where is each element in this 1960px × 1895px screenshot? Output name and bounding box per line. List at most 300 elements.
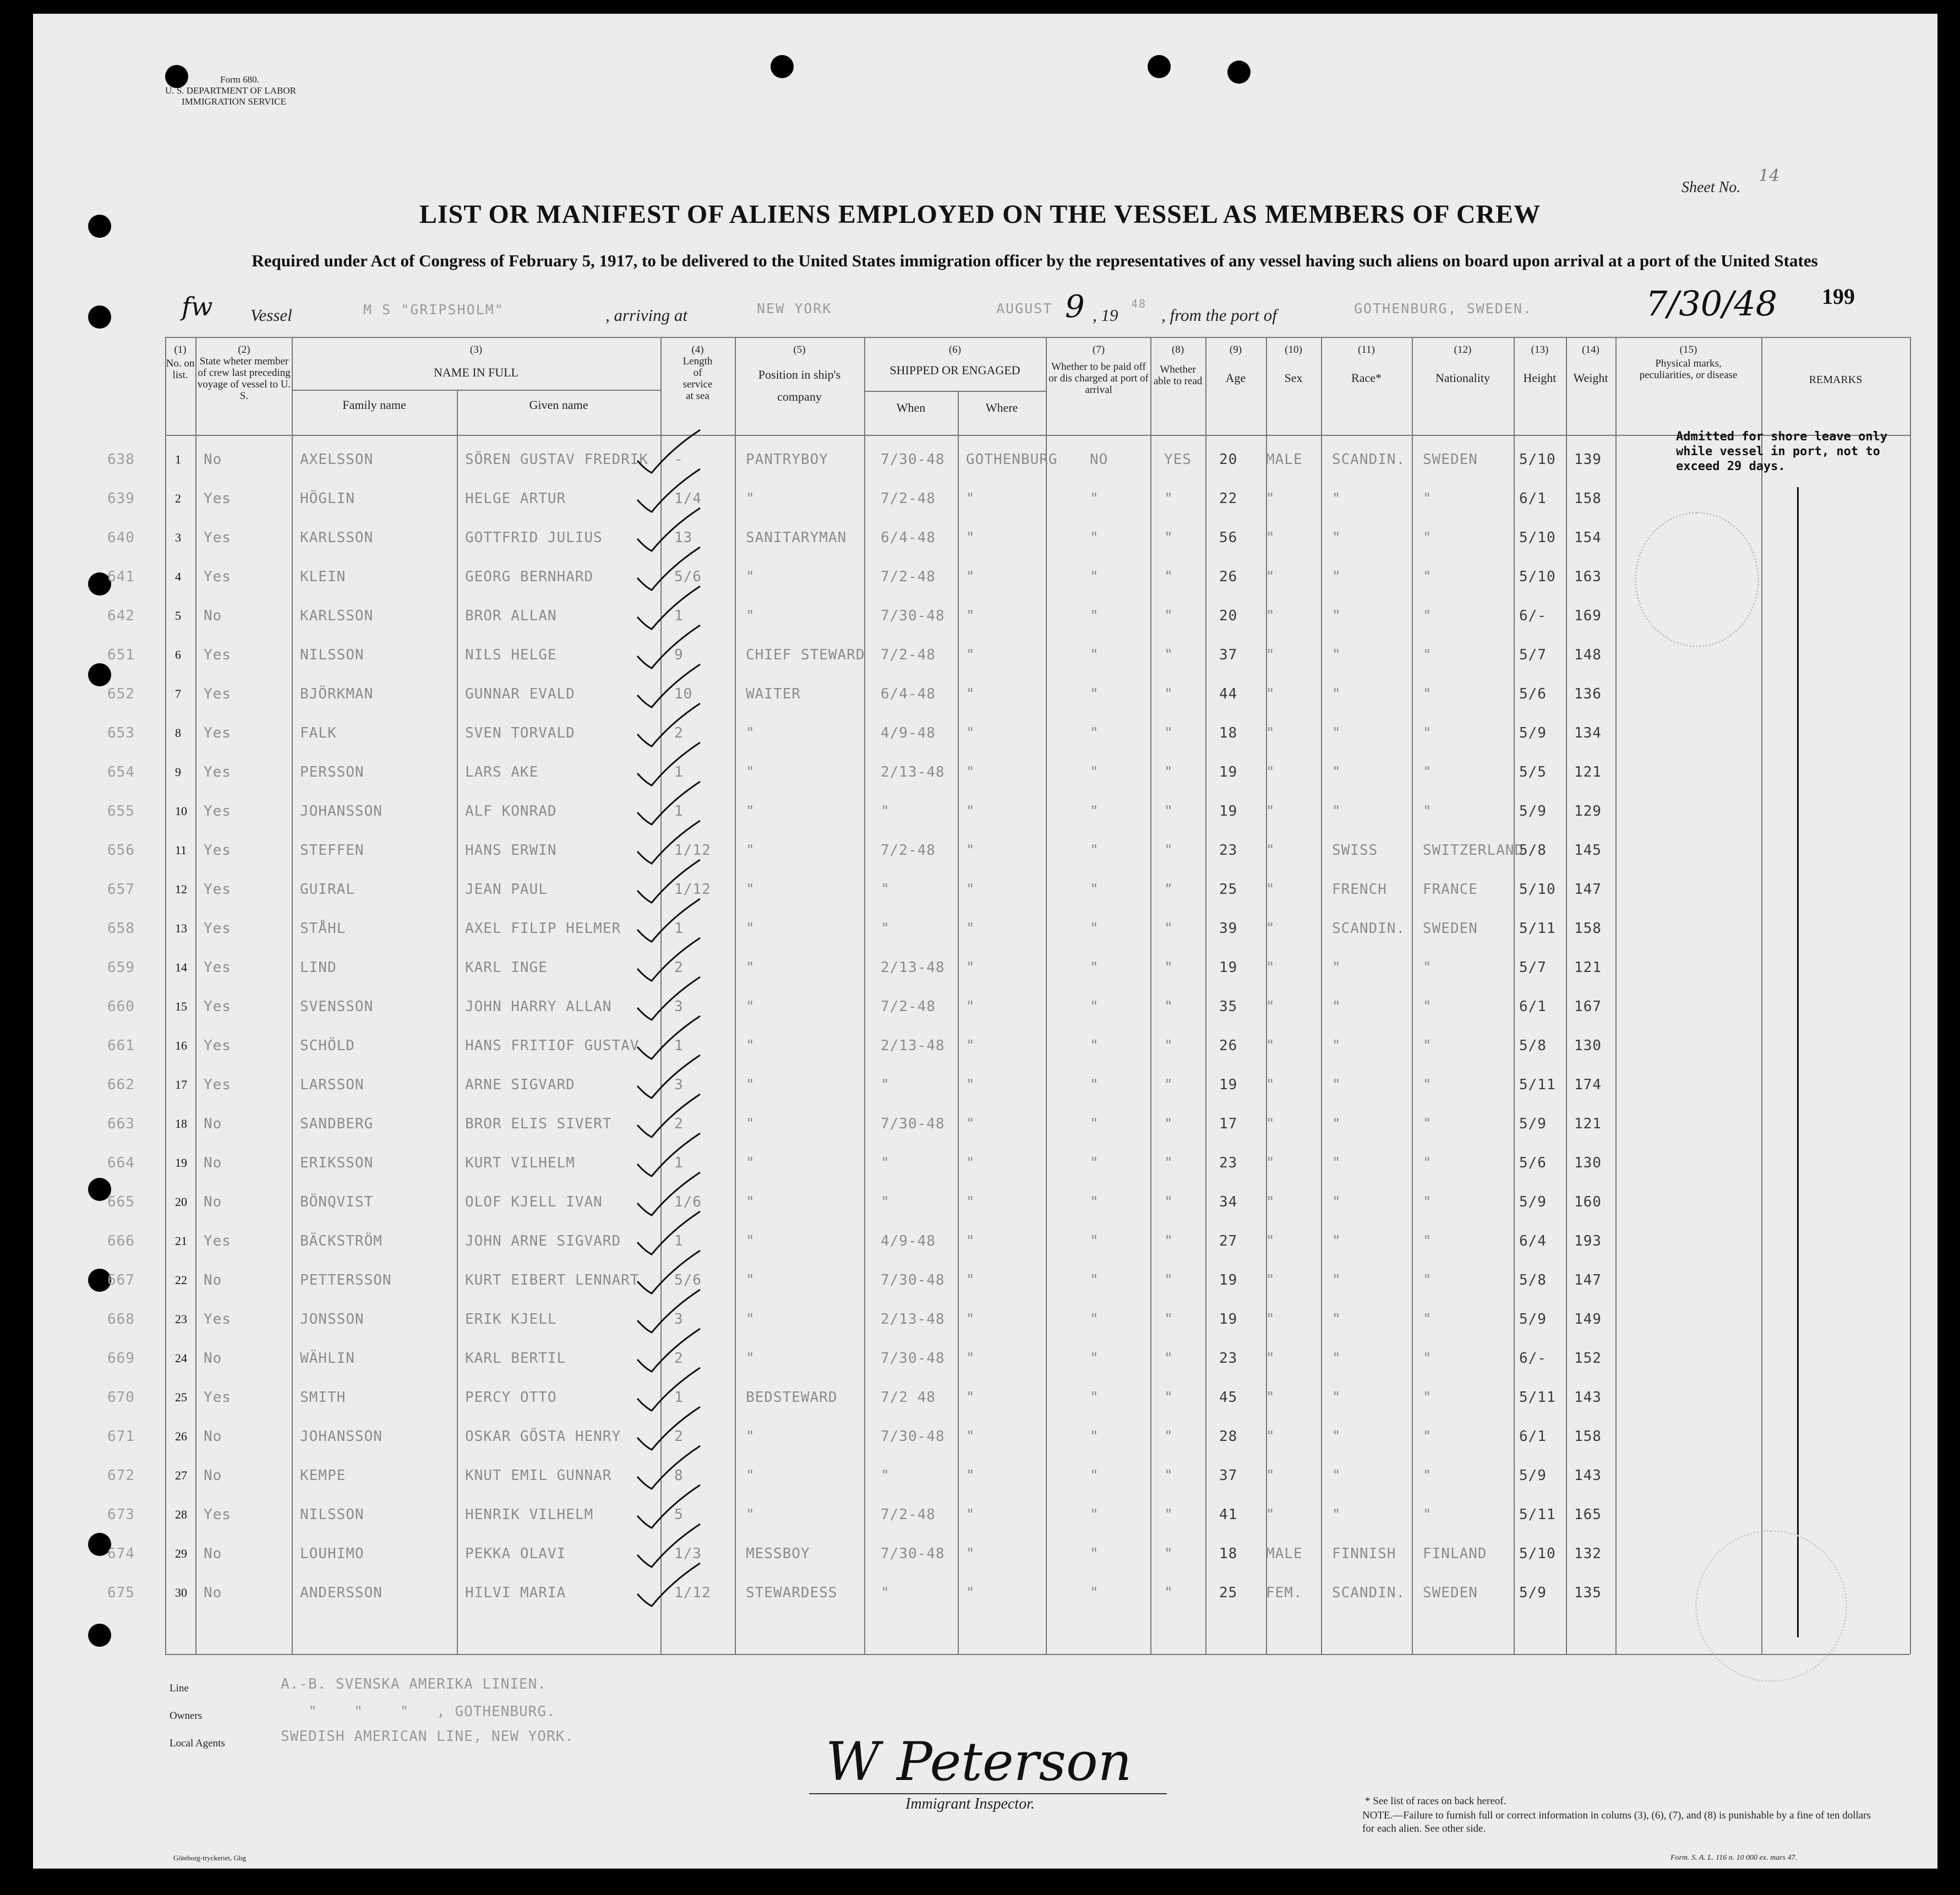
cell-position: " <box>746 1428 755 1445</box>
cell-where: " <box>966 1233 975 1249</box>
cell-height: 6/1 <box>1519 490 1547 507</box>
cell-sex: MALE <box>1266 451 1303 468</box>
cell-given: BROR ELIS SIVERT <box>465 1116 612 1132</box>
cell-position: " <box>746 1311 755 1328</box>
handwritten-date: 7/30/48 <box>1646 283 1778 324</box>
cell-prev: Yes <box>204 686 231 702</box>
cell-nationality: " <box>1423 686 1432 702</box>
cell-height: 6/- <box>1519 608 1547 624</box>
owners-value: " " " , GOTHENBURG. <box>308 1703 556 1720</box>
cell-height: 5/6 <box>1519 686 1547 702</box>
col-rule <box>1150 337 1151 1654</box>
cell-nationality: " <box>1423 1389 1432 1406</box>
cell-margin: 654 <box>107 764 135 780</box>
header-bottom-rule <box>165 435 1910 436</box>
cell-no: 20 <box>175 1195 187 1209</box>
cell-when: " <box>881 881 890 898</box>
remarks-text: Admitted for shore leave only while vessel in port, not to exceed 29 days. <box>1676 430 1888 473</box>
cell-read: " <box>1164 490 1173 507</box>
cell-sex: " <box>1266 686 1275 702</box>
cell-paid: " <box>1090 1467 1099 1484</box>
cell-sex: " <box>1266 490 1275 507</box>
cell-margin: 657 <box>107 881 135 898</box>
vessel-label: Vessel <box>250 305 292 325</box>
cell-position: BEDSTEWARD <box>746 1389 838 1406</box>
cell-service: 2 <box>674 725 684 741</box>
cell-read: " <box>1164 608 1173 624</box>
cell-position: " <box>746 1155 755 1171</box>
cell-service: 1/12 <box>674 881 711 898</box>
cell-given: HILVI MARIA <box>465 1585 566 1601</box>
cell-read: " <box>1164 529 1173 546</box>
cell-weight: 145 <box>1574 842 1602 859</box>
cell-where: " <box>966 881 975 898</box>
cell-margin: 659 <box>107 959 135 976</box>
cell-when: 7/30-48 <box>881 451 945 468</box>
cell-prev: No <box>204 1116 222 1132</box>
cell-no: 2 <box>175 492 181 505</box>
cell-paid: " <box>1090 803 1099 820</box>
name-header-rule <box>292 390 660 391</box>
cell-paid: " <box>1090 1077 1099 1093</box>
cell-age: 28 <box>1219 1428 1238 1445</box>
cell-service: 1/4 <box>674 490 702 507</box>
cell-margin: 640 <box>107 529 135 546</box>
cell-age: 22 <box>1219 490 1238 507</box>
cell-nationality: " <box>1423 1311 1432 1328</box>
col-rule <box>958 391 959 1654</box>
cell-service: 3 <box>674 1311 684 1328</box>
arrival-port: NEW YORK <box>757 301 832 316</box>
cell-where: " <box>966 608 975 624</box>
cell-height: 5/11 <box>1519 1389 1556 1406</box>
cell-race: " <box>1332 1194 1341 1210</box>
cell-prev: No <box>204 1585 222 1601</box>
cell-weight: 121 <box>1574 764 1602 780</box>
cell-read: " <box>1164 1233 1173 1249</box>
cell-weight: 165 <box>1574 1506 1602 1523</box>
vessel-name: M S "GRIPSHOLM" <box>363 302 504 318</box>
cell-race: FRENCH <box>1332 881 1387 898</box>
cell-height: 5/8 <box>1519 1272 1547 1288</box>
cell-margin: 656 <box>107 842 135 859</box>
cell-nationality: " <box>1423 569 1432 585</box>
cell-height: 5/10 <box>1519 569 1556 585</box>
col-rule <box>1615 337 1617 1654</box>
cell-sex: " <box>1266 1116 1275 1132</box>
cell-prev: Yes <box>204 881 231 898</box>
cell-margin: 641 <box>107 569 135 585</box>
cell-prev: Yes <box>204 920 231 937</box>
cell-margin: 639 <box>107 490 135 507</box>
cell-sex: " <box>1266 725 1275 741</box>
punch-hole <box>771 55 794 78</box>
cell-service: 3 <box>674 998 684 1015</box>
cell-height: 5/10 <box>1519 529 1556 546</box>
cell-nationality: " <box>1423 1116 1432 1132</box>
cell-race: " <box>1332 1037 1341 1054</box>
cell-nationality: " <box>1423 529 1432 546</box>
cell-margin: 671 <box>107 1428 135 1445</box>
cell-sex: " <box>1266 1194 1275 1210</box>
cell-read: " <box>1164 842 1173 859</box>
cell-margin: 653 <box>107 725 135 741</box>
cell-sex: " <box>1266 803 1275 820</box>
cell-where: " <box>966 1546 975 1562</box>
cell-given: JEAN PAUL <box>465 881 548 898</box>
cell-position: " <box>746 764 755 780</box>
col-rule <box>735 337 736 1654</box>
agents-label: Local Agents <box>170 1738 225 1749</box>
cell-service: 1/12 <box>674 842 711 859</box>
cell-given: JOHN ARNE SIGVARD <box>465 1233 621 1249</box>
cell-family: KARLSSON <box>300 529 374 546</box>
cell-service: 1 <box>674 608 684 624</box>
punch-hole <box>1148 55 1171 78</box>
cell-weight: 149 <box>1574 1311 1602 1328</box>
cell-paid: " <box>1090 1116 1099 1132</box>
cell-given: HELGE ARTUR <box>465 490 566 507</box>
cell-prev: Yes <box>204 764 231 780</box>
cell-family: LOUHIMO <box>300 1546 364 1562</box>
cell-no: 3 <box>175 531 181 544</box>
cell-nationality: " <box>1423 1233 1432 1249</box>
cell-where: " <box>966 1194 975 1210</box>
cell-no: 17 <box>175 1078 187 1091</box>
cell-service: 2 <box>674 1428 684 1445</box>
cell-position: STEWARDESS <box>746 1585 838 1601</box>
cell-service: 1 <box>674 1155 684 1171</box>
cell-family: HÖGLIN <box>300 490 355 507</box>
arriving-label: , arriving at <box>605 305 687 325</box>
cell-sex: " <box>1266 608 1275 624</box>
cell-service: 8 <box>674 1467 684 1484</box>
cell-read: " <box>1164 881 1173 898</box>
cell-age: 56 <box>1219 529 1238 546</box>
col-rule <box>1321 337 1322 1654</box>
cell-paid: " <box>1090 1155 1099 1171</box>
cell-family: BÖNQVIST <box>300 1194 374 1210</box>
cell-weight: 121 <box>1574 1116 1602 1132</box>
cell-nationality: SWEDEN <box>1423 920 1478 937</box>
cell-sex: " <box>1266 842 1275 859</box>
cell-paid: NO <box>1090 451 1109 468</box>
cell-where: " <box>966 490 975 507</box>
cell-age: 19 <box>1219 764 1238 780</box>
cell-sex: " <box>1266 1506 1275 1523</box>
cell-family: FALK <box>300 725 337 741</box>
cell-service: 5 <box>674 1506 684 1523</box>
cell-service: 1 <box>674 920 684 937</box>
cell-position: " <box>746 1467 755 1484</box>
cell-where: " <box>966 529 975 546</box>
cell-margin: 666 <box>107 1233 135 1249</box>
cell-given: ALF KONRAD <box>465 803 557 820</box>
cell-weight: 193 <box>1574 1233 1602 1249</box>
cell-age: 35 <box>1219 998 1238 1015</box>
cell-paid: " <box>1090 686 1099 702</box>
cell-race: SWISS <box>1332 842 1378 859</box>
cell-weight: 154 <box>1574 529 1602 546</box>
cell-age: 27 <box>1219 1233 1238 1249</box>
cell-nationality: " <box>1423 1077 1432 1093</box>
col-rule <box>457 391 458 1654</box>
cell-nationality: " <box>1423 1506 1432 1523</box>
cell-position: " <box>746 959 755 976</box>
cell-weight: 143 <box>1574 1389 1602 1406</box>
form-code: Form. S. A. L. 116 n. 10 000 ex. mars 47. <box>1670 1854 1798 1862</box>
cell-position: " <box>746 725 755 741</box>
departure-port: GOTHENBURG, SWEDEN. <box>1354 301 1532 316</box>
cell-race: " <box>1332 1272 1341 1288</box>
cell-when: 7/2-48 <box>881 647 936 663</box>
cell-family: GUIRAL <box>300 881 355 898</box>
col-header-service: (4) Length of service at sea <box>683 344 713 402</box>
cell-when: 2/13-48 <box>881 959 945 976</box>
cell-sex: " <box>1266 1389 1275 1406</box>
cell-paid: " <box>1090 842 1099 859</box>
cell-service: 13 <box>674 529 693 546</box>
cell-when: 2/13-48 <box>881 1311 945 1328</box>
cell-given: KURT VILHELM <box>465 1155 575 1171</box>
cell-family: NILSSON <box>300 647 364 663</box>
cell-paid: " <box>1090 1585 1099 1601</box>
cell-race: " <box>1332 998 1341 1015</box>
col-header-when: When <box>896 401 926 414</box>
cell-prev: No <box>204 1155 222 1171</box>
stamp-seal <box>1695 1530 1847 1682</box>
punch-hole <box>165 65 188 88</box>
cell-nationality: " <box>1423 1428 1432 1445</box>
cell-height: 5/7 <box>1519 647 1547 663</box>
form-number: Form 680. <box>220 74 259 85</box>
cell-paid: " <box>1090 920 1099 937</box>
cell-height: 5/11 <box>1519 920 1556 937</box>
cell-given: GOTTFRID JULIUS <box>465 529 603 546</box>
cell-when: " <box>881 1077 890 1093</box>
cell-family: SCHÖLD <box>300 1037 355 1054</box>
cell-prev: Yes <box>204 803 231 820</box>
cell-prev: Yes <box>204 490 231 507</box>
cell-when: " <box>881 920 890 937</box>
cell-height: 5/10 <box>1519 1546 1556 1562</box>
cell-paid: " <box>1090 881 1099 898</box>
cell-nationality: " <box>1423 490 1432 507</box>
cell-prev: No <box>204 1350 222 1367</box>
cell-weight: 158 <box>1574 1428 1602 1445</box>
cell-no: 29 <box>175 1547 187 1560</box>
cell-nationality: " <box>1423 725 1432 741</box>
cell-nationality: FRANCE <box>1423 881 1478 898</box>
cell-race: " <box>1332 569 1341 585</box>
cell-no: 11 <box>175 843 187 857</box>
cell-nationality: " <box>1423 647 1432 663</box>
cell-read: " <box>1164 1311 1173 1328</box>
cell-margin: 675 <box>107 1585 135 1601</box>
stamp-seal <box>1635 512 1759 647</box>
col-rule <box>1412 337 1413 1654</box>
cell-given: OLOF KJELL IVAN <box>465 1194 603 1210</box>
cell-when: 7/2-48 <box>881 569 936 585</box>
cell-race: SCANDIN. <box>1332 1585 1406 1601</box>
cell-prev: Yes <box>204 1037 231 1054</box>
cell-nationality: SWEDEN <box>1423 1585 1478 1601</box>
cell-age: 25 <box>1219 1585 1238 1601</box>
cell-read: " <box>1164 920 1173 937</box>
cell-given: JOHN HARRY ALLAN <box>465 998 612 1015</box>
cell-height: 6/4 <box>1519 1233 1547 1249</box>
cell-given: SÖREN GUSTAV FREDRIK <box>465 451 649 468</box>
cell-when: 7/30-48 <box>881 1272 945 1288</box>
cell-sex: " <box>1266 1272 1275 1288</box>
cell-weight: 139 <box>1574 451 1602 468</box>
cell-weight: 121 <box>1574 959 1602 976</box>
table-bottom-rule <box>165 1654 1910 1655</box>
cell-paid: " <box>1090 1428 1099 1445</box>
cell-weight: 130 <box>1574 1037 1602 1054</box>
cell-position: " <box>746 803 755 820</box>
cell-weight: 147 <box>1574 881 1602 898</box>
cell-position: " <box>746 920 755 937</box>
cell-prev: No <box>204 1546 222 1562</box>
cell-paid: " <box>1090 1389 1099 1406</box>
cell-weight: 160 <box>1574 1194 1602 1210</box>
cell-read: " <box>1164 1467 1173 1484</box>
cell-paid: " <box>1090 1194 1099 1210</box>
cell-read: " <box>1164 1350 1173 1367</box>
cell-when: 6/4-48 <box>881 686 936 702</box>
cell-height: 5/9 <box>1519 1585 1547 1601</box>
cell-no: 27 <box>175 1468 187 1482</box>
printer-mark: Göteborg-tryckeriet, Gbg <box>173 1854 246 1862</box>
cell-weight: 135 <box>1574 1585 1602 1601</box>
cell-margin: 667 <box>107 1272 135 1288</box>
cell-paid: " <box>1090 1350 1099 1367</box>
cell-read: " <box>1164 1506 1173 1523</box>
cell-height: 5/10 <box>1519 451 1556 468</box>
cell-race: " <box>1332 1506 1341 1523</box>
document-title: LIST OR MANIFEST OF ALIENS EMPLOYED ON THE VESSEL AS MEMBERS OF CREW <box>419 200 1541 229</box>
cell-height: 5/11 <box>1519 1077 1556 1093</box>
line-label: Line <box>170 1683 189 1694</box>
cell-sex: " <box>1266 1467 1275 1484</box>
table-top-rule <box>165 337 1910 338</box>
cell-nationality: " <box>1423 1272 1432 1288</box>
cell-prev: Yes <box>204 1389 231 1406</box>
remarks-bracket <box>1797 487 1799 1637</box>
cell-age: 17 <box>1219 1116 1238 1132</box>
cell-age: 45 <box>1219 1389 1238 1406</box>
cell-service: 1 <box>674 1233 684 1249</box>
cell-no: 8 <box>175 726 181 740</box>
cell-given: HENRIK VILHELM <box>465 1506 594 1523</box>
cell-prev: No <box>204 608 222 624</box>
col-header-num: (1) No. on list. <box>166 344 195 381</box>
shipped-header-rule <box>864 391 1046 392</box>
cell-margin: 674 <box>107 1546 135 1562</box>
cell-when: 7/30-48 <box>881 1116 945 1132</box>
cell-where: GOTHENBURG <box>966 451 1058 468</box>
cell-nationality: " <box>1423 1194 1432 1210</box>
cell-given: LARS AKE <box>465 764 539 780</box>
cell-no: 7 <box>175 687 181 701</box>
cell-paid: " <box>1090 647 1099 663</box>
cell-service: 2 <box>674 1116 684 1132</box>
cell-position: SANITARYMAN <box>746 529 847 546</box>
col-header-given-name: Given name <box>529 398 588 412</box>
cell-prev: Yes <box>204 1077 231 1093</box>
cell-service: 2 <box>674 959 684 976</box>
col-header-height: (13) Height <box>1523 344 1557 385</box>
col-header-where: Where <box>985 401 1018 414</box>
cell-when: " <box>881 1194 890 1210</box>
year-prefix: , 19 <box>1093 305 1118 325</box>
cell-where: " <box>966 1311 975 1328</box>
cell-weight: 163 <box>1574 569 1602 585</box>
cell-sex: " <box>1266 764 1275 780</box>
cell-height: 5/9 <box>1519 1116 1547 1132</box>
punch-hole <box>88 1624 111 1647</box>
cell-sex: MALE <box>1266 1546 1303 1562</box>
check-mark-icon <box>633 1560 705 1609</box>
cell-age: 41 <box>1219 1506 1238 1523</box>
cell-margin: 652 <box>107 686 135 702</box>
inspector-signature: W Peterson <box>826 1731 1132 1793</box>
cell-no: 6 <box>175 648 181 662</box>
cell-family: LIND <box>300 959 337 976</box>
cell-margin: 655 <box>107 803 135 820</box>
cell-service: 9 <box>674 647 684 663</box>
cell-height: 5/8 <box>1519 842 1547 859</box>
document-subtitle: Required under Act of Congress of February 5, 1917, to be delivered to the United States immigration officer by the representatives of any vessel having such aliens on board upon arrival at a port of the United States <box>252 251 1818 270</box>
cell-weight: 136 <box>1574 686 1602 702</box>
cell-when: 7/2-48 <box>881 1506 936 1523</box>
cell-where: " <box>966 998 975 1015</box>
cell-given: NILS HELGE <box>465 647 557 663</box>
cell-family: ANDERSSON <box>300 1585 383 1601</box>
cell-no: 16 <box>175 1039 187 1052</box>
cell-when: " <box>881 1467 890 1484</box>
cell-weight: 158 <box>1574 490 1602 507</box>
cell-prev: Yes <box>204 1506 231 1523</box>
cell-nationality: " <box>1423 959 1432 976</box>
cell-prev: Yes <box>204 842 231 859</box>
cell-prev: No <box>204 1428 222 1445</box>
cell-position: " <box>746 842 755 859</box>
cell-position: " <box>746 1194 755 1210</box>
cell-margin: 658 <box>107 920 135 937</box>
cell-margin: 642 <box>107 608 135 624</box>
cell-no: 1 <box>175 452 181 466</box>
col-rule <box>864 337 865 1654</box>
cell-where: " <box>966 842 975 859</box>
cell-no: 25 <box>175 1390 187 1404</box>
cell-family: AXELSSON <box>300 451 374 468</box>
cell-position: CHIEF STEWARD <box>746 647 865 663</box>
col-header-paid-off: (7) Whether to be paid off or dis charged at port of arrival <box>1049 344 1149 396</box>
cell-sex: " <box>1266 1077 1275 1093</box>
cell-no: 19 <box>175 1156 187 1170</box>
cell-height: 6/1 <box>1519 1428 1547 1445</box>
cell-age: 37 <box>1219 647 1238 663</box>
cell-service: 1 <box>674 764 684 780</box>
cell-weight: 169 <box>1574 608 1602 624</box>
cell-position: " <box>746 881 755 898</box>
department-name: U. S. DEPARTMENT OF LABOR <box>165 85 296 96</box>
cell-read: " <box>1164 1116 1173 1132</box>
arrival-year: 48 <box>1131 297 1147 310</box>
col-header-age: (9) Age <box>1225 344 1246 385</box>
